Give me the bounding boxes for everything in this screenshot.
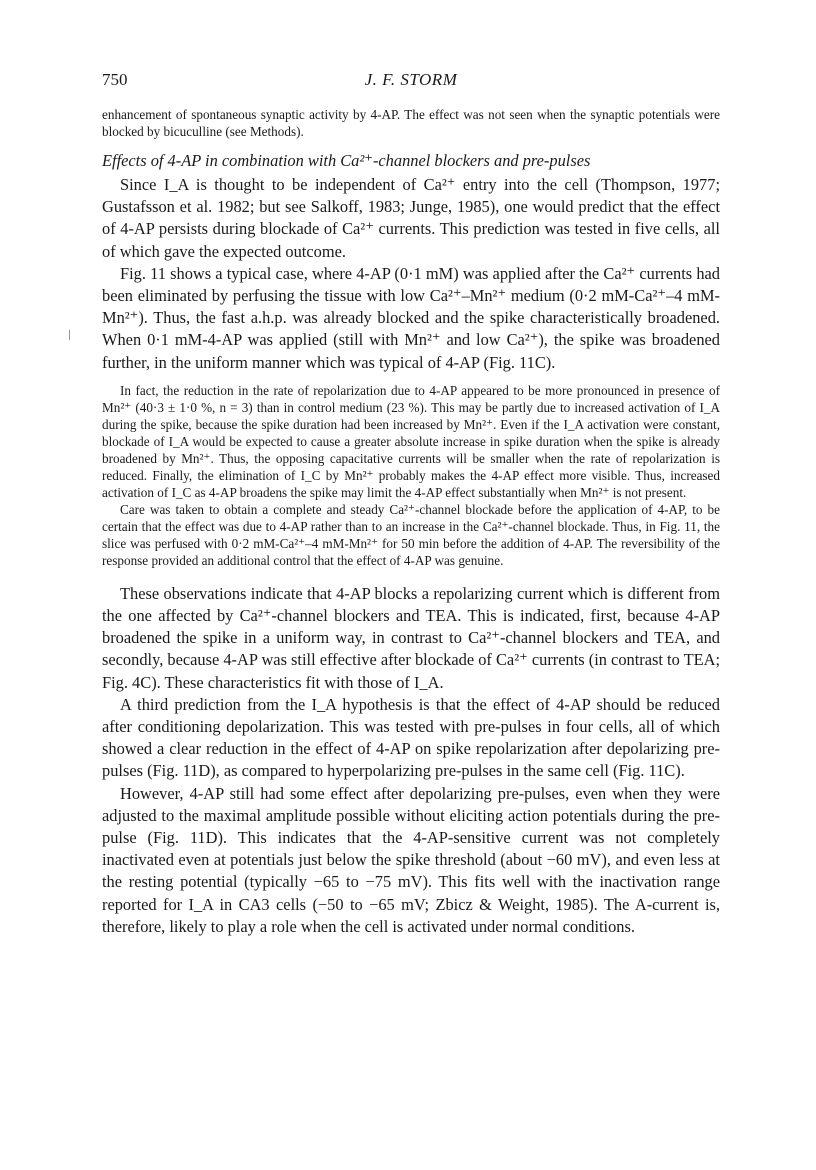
paragraph-fig11-case: Fig. 11 shows a typical case, where 4-AP (0·1 mM) was applied after the Ca²⁺ currents had been eliminated by perfusing the tissue with low Ca²⁺–Mn²⁺ medium (0·2 mM-Ca²⁺–4 mM-Mn²⁺). Thus, the fast a.h.p. was already blocked and the spike characteristically broadened. When 0·1 mM-4-AP was applied (still with Mn²⁺ and low Ca²⁺), the spike was broadened further, in the uniform manner which was typical of 4-AP (Fig. 11C). [102,263,720,372]
paragraph-continued: enhancement of spontaneous synaptic activity by 4-AP. The effect was not seen when the synaptic potentials were blocked by bicuculline (see Methods). [102,107,720,139]
smallprint-blockade: Care was taken to obtain a complete and steady Ca²⁺-channel blockade before the application of 4-AP, to be certain that the effect was due to 4-AP rather than to an increase in the Ca²⁺-channel blockade. Thus, in Fig. 11, the slice was perfused with 0·2 mM-Ca²⁺–4 mM-Mn²⁺ for 50 min before the addition of 4-AP. The reversibility of the response provided an additional control that the effect of 4-AP was genuine. [102,501,720,568]
smallprint-repolarization: In fact, the reduction in the rate of repolarization due to 4-AP appeared to be more pronounced in presence of Mn²⁺ (40·3 ± 1·0 %, n = 3) than in control medium (23 %). This may be partly due to increased activation of I_A during the spike, because the spike duration had been increased by Mn²⁺. Even if the I_A activation were constant, blockade of I_A would be expected to cause a greater absolute increase in spike duration when the spike is already broadened by Mn²⁺. Thus, the opposing capacitative currents will be smaller when the rate of repolarization is reduced. Finally, the elimination of I_C by Mn²⁺ probably makes the 4-AP effect more visible. Thus, increased activation of I_C as 4-AP broadens the spike may limit the 4-AP effect substantially when Mn²⁺ is not present. [102,382,720,500]
section-heading: Effects of 4-AP in combination with Ca²⁺-channel blockers and pre-pulses [102,151,591,170]
paragraph-ia-independence: Since I_A is thought to be independent of Ca²⁺ entry into the cell (Thompson, 1977; Gustafsson et al. 1982; but see Salkoff, 1983; Junge, 1985), one would predict that the effect of 4-AP persists during blockade of Ca²⁺ currents. This prediction was tested in five cells, all of which gave the expected outcome. [102,175,720,261]
paragraph-observations: These observations indicate that 4-AP blocks a repolarizing current which is different from the one affected by Ca²⁺-channel blockers and TEA. This is indicated, first, because 4-AP broadened the spike in a uniform way, in contrast to Ca²⁺-channel blockers and TEA, and secondly, because 4-AP was still effective after blockade of Ca²⁺ currents (in contrast to TEA; Fig. 4C). These characteristics fit with those of I_A. [102,583,720,692]
margin-mark [69,330,70,340]
page-number: 750 [102,70,128,89]
running-head: J. F. STORM [364,70,458,89]
article-body [102,106,720,938]
page-header [102,70,720,94]
paragraph-third-prediction: A third prediction from the I_A hypothesis is that the effect of 4-AP should be reduced after conditioning depolarization. This was tested with pre-pulses in four cells, all of which showed a clear reduction in the effect of 4-AP on spike repolarization after depolarizing pre-pulses (Fig. 11D), as compared to hyperpolarizing pre-pulses in the same cell (Fig. 11C). [102,694,720,781]
paragraph-prepulse-effect: However, 4-AP still had some effect after depolarizing pre-pulses, even when they were adjusted to the maximal amplitude possible without eliciting action potentials during the pre-pulse (Fig. 11D). This indicates that the 4-AP-sensitive current was not completely inactivated even at potentials just below the spike threshold (about −60 mV), and even less at the resting potential (typically −65 to −75 mV). This fits well with the inactivation range reported for I_A in CA3 cells (−50 to −65 mV; Zbicz & Weight, 1985). The A-current is, therefore, likely to play a role when the cell is activated under normal conditions. [102,783,720,936]
